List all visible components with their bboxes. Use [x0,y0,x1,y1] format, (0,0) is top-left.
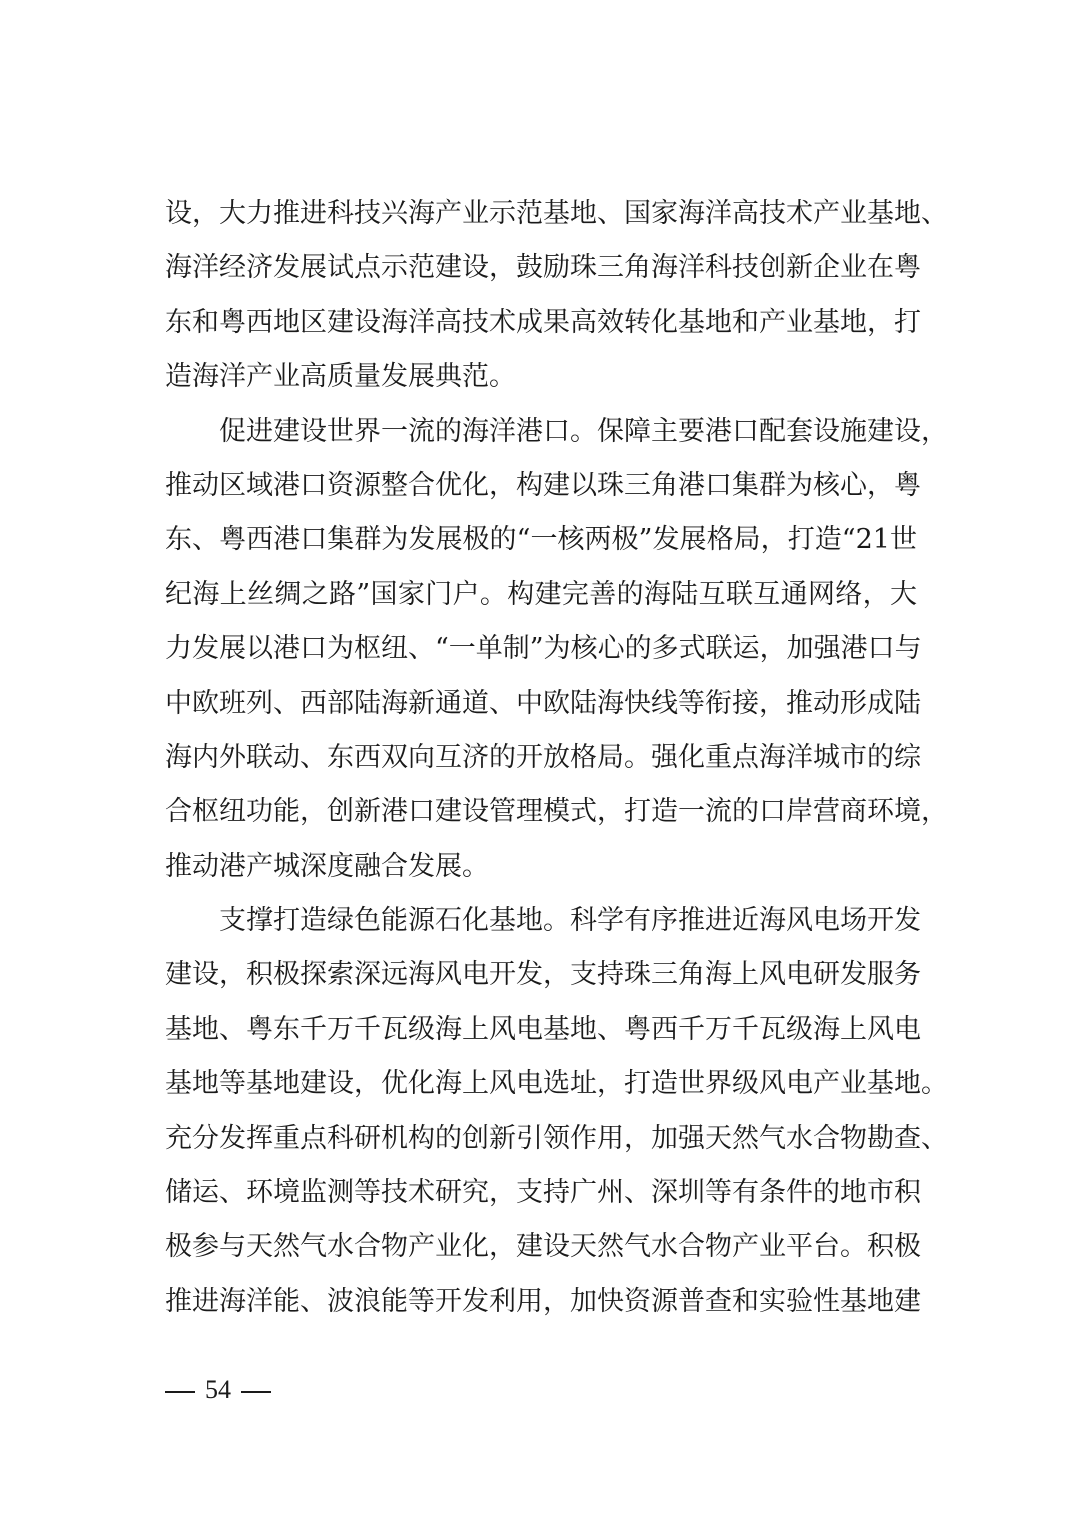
page-number: 54 [205,1375,231,1404]
text-line: 设，大力推进科技兴海产业示范基地、国家海洋高技术产业基地、 [165,198,948,229]
text-line-first [165,894,921,948]
text-run: 科学有序推进近海风电场开发 [570,905,921,937]
text-run: 保障主要港口配套设施建设， [597,415,948,447]
text-line: 海洋经济发展试点示范建设，鼓励珠三角海洋科技创新企业在粤 [165,252,921,284]
text-line: 基地、粤东千万千瓦级海上风电基地、粤西千万千瓦级海上风电 [165,1013,921,1045]
page-footer [165,1370,271,1410]
paragraph-lead-heading: 支撑打造绿色能源石化基地。 [219,905,570,937]
document-body [165,187,948,1329]
text-line: 充分发挥重点科研机构的创新引领作用，加强天然气水合物勘查、 [165,1122,948,1154]
paragraph-lead-heading: 促进建设世界一流的海洋港口。 [219,415,597,447]
text-line: 海内外联动、东西双向互济的开放格局。强化重点海洋城市的综 [165,741,921,773]
text-line: 极参与天然气水合物产业化，建设天然气水合物产业平台。积极 [165,1231,921,1263]
text-line: 储运、环境监测等技术研究，支持广州、深圳等有条件的地市积 [165,1177,921,1209]
footer-dash-left [165,1391,195,1393]
text-line: 东、粤西港口集群为发展极的“一核两极”发展格局，打造“21世 [165,524,917,556]
text-line: 推动港产城深度融合发展。 [165,850,489,882]
text-line: 推进海洋能、波浪能等开发利用，加快资源普查和实验性基地建 [165,1285,921,1317]
text-line: 基地等基地建设，优化海上风电选址，打造世界级风电产业基地。 [165,1068,948,1100]
text-line-first [165,405,948,459]
paragraph-1 [165,187,948,405]
footer-dash-right [241,1391,271,1393]
text-line: 建设，积极探索深远海风电开发，支持珠三角海上风电研发服务 [165,959,921,991]
text-line: 造海洋产业高质量发展典范。 [165,361,516,393]
text-line: 中欧班列、西部陆海新通道、中欧陆海快线等衔接，推动形成陆 [165,687,921,719]
text-line: 纪海上丝绸之路”国家门户。构建完善的海陆互联互通网络，大 [165,578,917,610]
text-line: 合枢纽功能，创新港口建设管理模式，打造一流的口岸营商环境， [165,796,948,828]
text-line: 力发展以港口为枢纽、“一单制”为核心的多式联运，加强港口与 [165,633,922,665]
paragraph-2 [165,405,948,895]
text-line: 东和粤西地区建设海洋高技术成果高效转化基地和产业基地，打 [165,306,921,338]
paragraph-3 [165,894,948,1329]
text-line: 推动区域港口资源整合优化，构建以珠三角港口集群为核心，粤 [165,469,921,501]
